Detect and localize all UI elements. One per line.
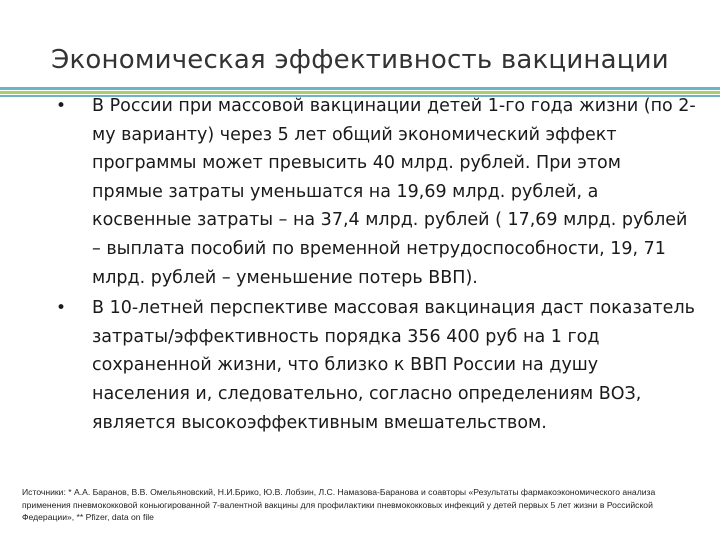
- sources-footnote: Источники: * А.А. Баранов, В.В. Омельяновский, Н.И.Брико, Ю.В. Лобзин, Л.С. Намазова-Баранова и соавторы «Результаты фармакоэкономического анализа применения пневмококковой коньюгированной 7-валентной вакцины для профилактики пневмококковых инфекций у детей первых 5 лет жизни в Российской Федерации», ** Pfizer, data on file: [22, 487, 656, 522]
- bullet-item-2: [56, 294, 696, 437]
- bullet-item-1: [56, 92, 696, 292]
- header-divider-stripe-blue-top: [0, 87, 720, 90]
- slide-title: Экономическая эффективность вакцинации: [51, 45, 669, 76]
- slide-body: [56, 92, 696, 439]
- bullet-text: В России при массовой вакцинации детей 1-го года жизни (по 2-му варианту) через 5 лет общий экономический эффект программы может превысить 40 млрд. рублей. При этом прямые затраты уменьшатся на 19,69 млрд. рублей, а косвенные затраты – на 37,4 млрд. рублей ( 17,69 млрд. рублей – выплата пособий по временной нетрудоспособности, 19, 71 млрд. рублей – уменьшение потерь ВВП).: [92, 96, 696, 288]
- bullet-text: В 10-летней перспективе массовая вакцинация даст показатель затраты/эффективность порядка 356 400 руб на 1 год сохраненной жизни, что близко к ВВП России на душу населения и, следовательно, согласно определениям ВОЗ, является высокоэффективным вмешательством.: [92, 298, 695, 433]
- bullet-marker-icon: •: [56, 298, 67, 319]
- bullet-marker-icon: •: [56, 96, 67, 116]
